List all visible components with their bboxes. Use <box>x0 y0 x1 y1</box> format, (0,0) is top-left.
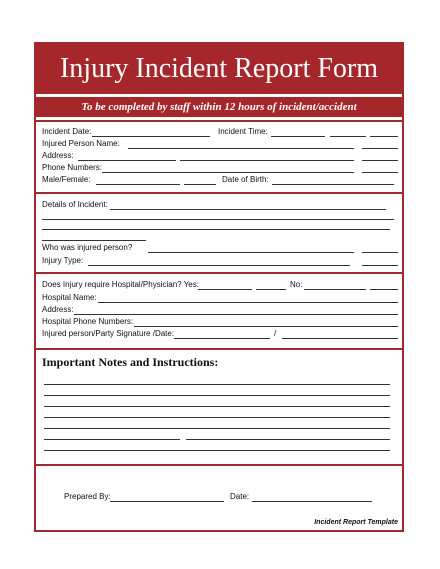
section-incident-details <box>36 192 402 274</box>
hospital-name-field[interactable] <box>98 302 398 303</box>
hospital-yes-field[interactable] <box>198 289 252 290</box>
signature-slash: / <box>274 329 277 338</box>
notes-line-4[interactable] <box>44 417 390 418</box>
injured-person-name-field[interactable] <box>128 148 354 149</box>
injury-type-field[interactable] <box>88 265 350 266</box>
who-was-injured-label: Who was injured person? <box>42 243 133 252</box>
hospital-no-field-2[interactable] <box>370 289 398 290</box>
incident-date-field[interactable] <box>92 136 210 137</box>
hospital-phone-label: Hospital Phone Numbers: <box>42 317 134 326</box>
section-notes <box>36 348 402 466</box>
details-of-incident-field[interactable] <box>110 209 386 210</box>
signature-field[interactable] <box>174 338 270 339</box>
hospital-no-label: No: <box>290 280 303 289</box>
phone-numbers-field-2[interactable] <box>362 172 398 173</box>
incident-time-field-2[interactable] <box>330 136 366 137</box>
notes-line-7[interactable] <box>44 450 390 451</box>
section-prepared-by <box>36 464 402 530</box>
signature-date-field[interactable] <box>282 338 398 339</box>
incident-time-field-3[interactable] <box>370 136 398 137</box>
notes-line-2[interactable] <box>44 395 390 396</box>
notes-line-1[interactable] <box>44 384 390 385</box>
notes-title: Important Notes and Instructions: <box>42 355 219 369</box>
incident-report-form <box>34 42 404 532</box>
hospital-address-label: Address: <box>42 305 74 314</box>
injury-type-field-2[interactable] <box>362 265 398 266</box>
who-was-injured-field-2[interactable] <box>362 252 398 253</box>
prepared-by-field[interactable] <box>110 501 224 502</box>
section-personal-info <box>36 120 402 194</box>
address-label: Address: <box>42 151 74 160</box>
incident-time-field[interactable] <box>271 136 325 137</box>
address-field-2[interactable] <box>180 160 354 161</box>
phone-numbers-label: Phone Numbers: <box>42 163 103 172</box>
incident-date-label: Incident Date: <box>42 127 92 136</box>
date-label: Date: <box>230 492 250 501</box>
notes-line-6b[interactable] <box>186 439 390 440</box>
date-of-birth-label: Date of Birth: <box>222 175 269 184</box>
incident-time-label: Incident Time: <box>218 127 268 136</box>
require-hospital-label: Does Injury require Hospital/Physician? Yes: <box>42 280 199 289</box>
who-was-injured-field[interactable] <box>148 252 354 253</box>
details-of-incident-label: Details of Incident: <box>42 200 108 209</box>
hospital-name-label: Hospital Name: <box>42 293 97 302</box>
injury-type-label: Injury Type: <box>42 256 84 265</box>
section-hospital <box>36 272 402 350</box>
date-of-birth-field[interactable] <box>272 184 394 185</box>
male-female-field-2[interactable] <box>184 184 216 185</box>
form-title: Injury Incident Report Form <box>36 44 402 94</box>
notes-line-5[interactable] <box>44 428 390 429</box>
notes-line-6a[interactable] <box>44 439 180 440</box>
address-field[interactable] <box>78 160 176 161</box>
details-line-3[interactable] <box>42 229 390 230</box>
prepared-by-label: Prepared By: <box>64 492 111 501</box>
hospital-no-field[interactable] <box>304 289 366 290</box>
form-subtitle: To be completed by staff within 12 hours of incident/accident <box>36 97 402 117</box>
male-female-field[interactable] <box>96 184 180 185</box>
hospital-yes-field-2[interactable] <box>256 289 286 290</box>
notes-line-3[interactable] <box>44 406 390 407</box>
details-line-2[interactable] <box>42 219 394 220</box>
details-line-4[interactable] <box>42 240 146 241</box>
hospital-address-field[interactable] <box>74 314 398 315</box>
date-field[interactable] <box>252 501 372 502</box>
male-female-label: Male/Female: <box>42 175 91 184</box>
address-field-3[interactable] <box>362 160 398 161</box>
phone-numbers-field[interactable] <box>102 172 354 173</box>
hospital-phone-field[interactable] <box>134 326 398 327</box>
footer-note: Incident Report Template <box>314 519 398 526</box>
injured-person-name-label: Injured Person Name: <box>42 139 120 148</box>
injured-person-name-field-2[interactable] <box>362 148 398 149</box>
signature-date-label: Injured person/Party Signature /Date: <box>42 329 175 338</box>
